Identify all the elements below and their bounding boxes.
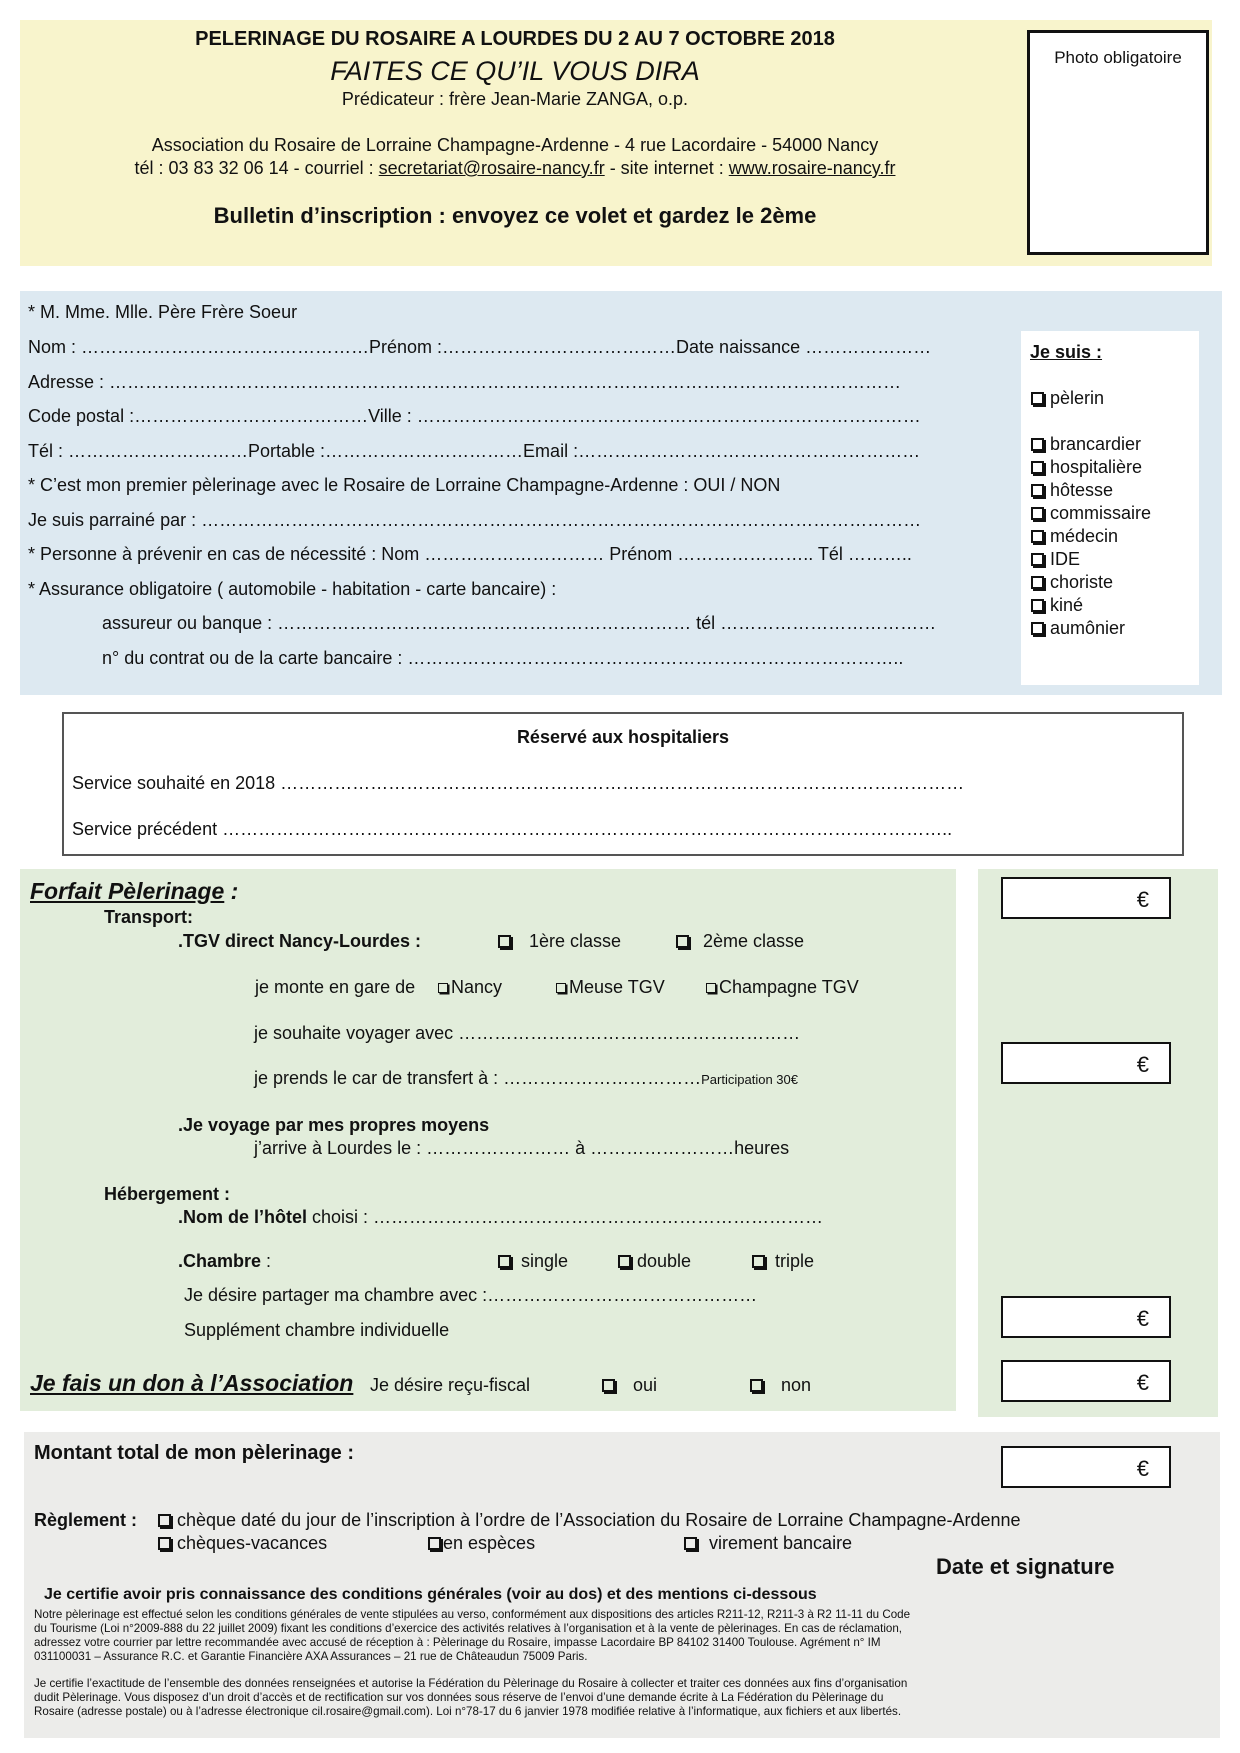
first-pilgrimage-field[interactable]: * C’est mon premier pèlerinage avec le Rosaire de Lorraine Champagne-Ardenne : OUI / NON	[28, 475, 781, 495]
propres-moyens-label: .Je voyage par mes propres moyens	[178, 1115, 490, 1135]
forfait-title-text: Forfait Pèlerinage	[30, 878, 225, 904]
triple-label: triple	[775, 1251, 815, 1271]
especes-label: en espèces	[443, 1533, 536, 1553]
legal-data-privacy: Je certifie l’exactitude de l’ensemble des données renseignées et autorise la Fédération du Pèlerinage du Rosaire à collecter et traiter ces données aux fins d’organisation dudit Pèlerinage. Vous disposez d’un droit d’accès et de rectification sur vos données sous réserve de l’envoi d’une demande écrite à La Fédération du Pèlerinage du Rosaire (adresse postale) ou à l’adresse électronique cil.rosaire@gmail.com). Loi n°78-17 du 6 janvier 1978 modifiée relative à l’informatique, aux fichiers et aux libertés.	[34, 1677, 908, 1718]
email-link[interactable]: secretariat@rosaire-nancy.fr	[378, 158, 605, 178]
role-label: médecin	[1050, 526, 1119, 546]
double-label: double	[637, 1251, 692, 1271]
recu-oui-option[interactable]	[602, 1374, 657, 1396]
checkbox-icon[interactable]	[438, 983, 448, 993]
chambre-text: .Chambre	[178, 1251, 262, 1271]
service-precedent-field[interactable]: Service précédent …………………………………………………………………………………………………………..	[72, 819, 953, 839]
role-item[interactable]	[1031, 387, 1104, 409]
postal-city-field[interactable]: Code postal :…………………………………Ville : …………………………………………………………………………	[28, 406, 921, 426]
don-amount-input[interactable]	[1001, 1360, 1171, 1402]
total-title: Montant total de mon pèlerinage :	[34, 1442, 355, 1464]
checkbox-icon[interactable]	[1031, 392, 1044, 405]
role-item[interactable]	[1031, 456, 1142, 478]
service-souhaite-field[interactable]: Service souhaité en 2018 ……………………………………………………………………………………………………	[72, 773, 965, 793]
single-option[interactable]	[498, 1250, 568, 1272]
phone-email-field[interactable]: Tél : …………………………Portable :……………………………Email :…………………………………………………	[28, 441, 921, 461]
gare-label: je monte en gare de	[255, 977, 416, 997]
role-item[interactable]	[1031, 525, 1118, 547]
gare-champagne-option[interactable]	[706, 976, 859, 998]
role-item[interactable]	[1031, 433, 1141, 455]
recu-fiscal-label: Je désire reçu-fiscal	[370, 1375, 531, 1395]
role-label: IDE	[1050, 549, 1081, 569]
hebergement-label: Hébergement :	[104, 1184, 231, 1204]
chambre-label	[178, 1250, 271, 1272]
class2-option[interactable]	[676, 930, 804, 952]
role-label: kiné	[1050, 595, 1084, 615]
role-item[interactable]	[1031, 617, 1125, 639]
checkbox-icon[interactable]	[706, 983, 716, 993]
certification-text: Je certifie avoir pris connaissance des conditions générales (voir au dos) et des mentions ci-dessous	[44, 1586, 817, 1603]
role-label: pèlerin	[1050, 388, 1105, 408]
checkbox-icon[interactable]	[1031, 622, 1044, 635]
partage-chambre-field[interactable]: Je désire partager ma chambre avec :………………………………………	[184, 1285, 758, 1305]
signature-label[interactable]: Date et signature	[936, 1554, 1115, 1579]
transport-amount-input[interactable]	[1001, 877, 1171, 919]
association-address: Association du Rosaire de Lorraine Champagne-Ardenne - 4 rue Lacordaire - 54000 Nancy	[151, 135, 879, 155]
tgv-label: .TGV direct Nancy-Lourdes :	[178, 931, 422, 951]
checkbox-icon[interactable]	[1031, 507, 1044, 520]
legal-conditions: Notre pèlerinage est effectué selon les conditions générales de vente stipulées au verso, conformément aux dispositions des articles R211-12, R211-3 à R2 11-11 du Code du Tourisme (Loi n°2009-888 du 22 juillet 2009) fixant les conditions d’exercice des activités relatives à l’organisation et à la vente de pèlerinages. En cas de réclamation, adressez votre courrier par lettre recommandée avec accusé de réception à : Pèlerinage du Rosaire, impasse Lacordaire BP 84102 31400 Toulouse. Agrément n° IM 031100031 – Assurance R.C. et Garantie Financière AXA Assurances – 21 rue de Châteaudun 75009 Paris.	[34, 1608, 911, 1663]
role-item[interactable]	[1031, 548, 1080, 570]
car-transfert-field[interactable]	[254, 1067, 798, 1091]
checkbox-icon[interactable]	[750, 1379, 763, 1392]
participation-note: Participation 30€	[701, 1072, 798, 1087]
pilgrimage-title: PELERINAGE DU ROSAIRE A LOURDES DU 2 AU 7 OCTOBRE 2018	[195, 28, 835, 50]
virement-label: virement bancaire	[709, 1533, 853, 1553]
single-label: single	[521, 1251, 569, 1271]
name-field[interactable]: Nom : …………………………………………Prénom :…………………………………Date naissance …………………	[28, 337, 932, 357]
civility-options[interactable]: * M. Mme. Mlle. Père Frère Soeur	[28, 302, 298, 322]
euro-sign: €	[1136, 1456, 1149, 1481]
contact-mid: - site internet :	[604, 158, 729, 178]
contact-line	[60, 157, 970, 179]
role-label: brancardier	[1050, 434, 1142, 454]
euro-sign: €	[1136, 887, 1149, 912]
checkbox-icon[interactable]	[498, 935, 511, 948]
supplement-amount-input[interactable]	[1001, 1296, 1171, 1338]
supplement-label: Supplément chambre individuelle	[184, 1320, 450, 1340]
don-title: Je fais un don à l’Association	[30, 1370, 354, 1396]
checkbox-icon[interactable]	[1031, 530, 1044, 543]
car-transfert-text: je prends le car de transfert à : ……………………………	[254, 1068, 702, 1088]
role-label: commissaire	[1050, 503, 1152, 523]
contact-prefix: tél : 03 83 32 06 14 - courriel :	[134, 158, 379, 178]
checkbox-icon[interactable]	[428, 1537, 441, 1550]
euro-sign: €	[1136, 1052, 1149, 1077]
role-item[interactable]	[1031, 502, 1151, 524]
checkbox-icon[interactable]	[684, 1537, 697, 1550]
checkbox-icon[interactable]	[556, 983, 566, 993]
checkbox-icon[interactable]	[1031, 576, 1044, 589]
class1-label: 1ère classe	[529, 931, 622, 951]
insurer-field[interactable]: assureur ou banque : …………………………………………………………… tél ………………………………	[102, 613, 937, 633]
je-suis-title: Je suis :	[1030, 342, 1103, 362]
gare-nancy-option[interactable]	[438, 976, 502, 998]
checkbox-icon[interactable]	[158, 1514, 171, 1527]
class1-option[interactable]	[498, 930, 621, 952]
arrivee-field[interactable]: j’arrive à Lourdes le : …………………… à ……………………heures	[254, 1138, 790, 1158]
double-option[interactable]	[618, 1250, 691, 1272]
virement-option[interactable]	[684, 1532, 852, 1554]
hotel-dots: choisi : …………………………………………………………………	[307, 1207, 824, 1227]
class2-label: 2ème classe	[703, 931, 805, 951]
forfait-colon: :	[224, 878, 239, 904]
oui-label: oui	[633, 1375, 658, 1395]
address-field[interactable]: Adresse : ……………………………………………………………………………………………………………………	[28, 372, 902, 392]
checkbox-icon[interactable]	[1031, 438, 1044, 451]
gare-meuse-option[interactable]	[556, 976, 665, 998]
checkbox-icon[interactable]	[1031, 484, 1044, 497]
checkbox-icon[interactable]	[752, 1255, 765, 1268]
especes-option[interactable]	[428, 1532, 535, 1554]
photo-label: Photo obligatoire	[1054, 48, 1182, 67]
role-item[interactable]	[1031, 571, 1113, 593]
cheques-vacances-option[interactable]	[158, 1532, 327, 1554]
chambre-colon: :	[261, 1251, 272, 1271]
forfait-title	[30, 878, 238, 905]
voyager-avec-field[interactable]: je souhaite voyager avec …………………………………………………	[254, 1023, 801, 1043]
photo-box[interactable]	[1027, 30, 1209, 255]
website-link[interactable]: www.rosaire-nancy.fr	[728, 158, 896, 178]
hospitaliers-title: Réservé aux hospitaliers	[516, 727, 730, 747]
bulletin-instruction: Bulletin d’inscription : envoyez ce volet et gardez le 2ème	[213, 203, 817, 228]
cheques-vacances-label: chèques-vacances	[177, 1533, 328, 1553]
role-item[interactable]	[1031, 594, 1083, 616]
reglement-label: Règlement :	[34, 1510, 138, 1530]
gare-meuse-label: Meuse TGV	[569, 977, 665, 997]
total-amount-input[interactable]	[1001, 1446, 1171, 1488]
gare-champagne-label: Champagne TGV	[719, 977, 859, 997]
checkbox-icon[interactable]	[602, 1379, 615, 1392]
car-amount-input[interactable]	[1001, 1042, 1171, 1084]
triple-option[interactable]	[752, 1250, 814, 1272]
contract-field[interactable]: n° du contrat ou de la carte bancaire : ………………………………………………………………………..	[102, 648, 904, 668]
non-label: non	[781, 1375, 812, 1395]
checkbox-icon[interactable]	[676, 935, 689, 948]
pilgrimage-theme: FAITES CE QU’IL VOUS DIRA	[330, 56, 700, 86]
checkbox-icon[interactable]	[158, 1537, 171, 1550]
euro-sign: €	[1136, 1306, 1149, 1331]
checkbox-icon[interactable]	[618, 1255, 631, 1268]
hotel-label: .Nom de l’hôtel	[178, 1207, 308, 1227]
checkbox-icon[interactable]	[1031, 461, 1044, 474]
cheque-label: chèque daté du jour de l’inscription à l’ordre de l’Association du Rosaire de Lorraine Champagne-Ardenne	[177, 1510, 1021, 1530]
checkbox-icon[interactable]	[1031, 553, 1044, 566]
role-label: aumônier	[1050, 618, 1126, 638]
euro-sign: €	[1136, 1370, 1149, 1395]
recu-non-option[interactable]	[750, 1374, 811, 1396]
sponsor-field[interactable]: Je suis parrainé par : …………………………………………………………………………………………………………	[28, 510, 922, 530]
role-label: hospitalière	[1050, 457, 1143, 477]
emergency-contact-field[interactable]: * Personne à prévenir en cas de nécessité : Nom ………………………… Prénom ………………….. Tél ………..	[28, 544, 912, 564]
preacher: Prédicateur : frère Jean-Marie ZANGA, o.p.	[341, 89, 689, 109]
role-label: hôtesse	[1050, 480, 1114, 500]
role-label: choriste	[1050, 572, 1114, 592]
checkbox-icon[interactable]	[1031, 599, 1044, 612]
role-item[interactable]	[1031, 479, 1113, 501]
checkbox-icon[interactable]	[498, 1255, 511, 1268]
hotel-field[interactable]	[178, 1206, 823, 1228]
insurance-label: * Assurance obligatoire ( automobile - habitation - carte bancaire) :	[28, 579, 557, 599]
gare-nancy-label: Nancy	[451, 977, 503, 997]
transport-label: Transport:	[104, 907, 194, 927]
cheque-option[interactable]	[158, 1509, 1021, 1531]
